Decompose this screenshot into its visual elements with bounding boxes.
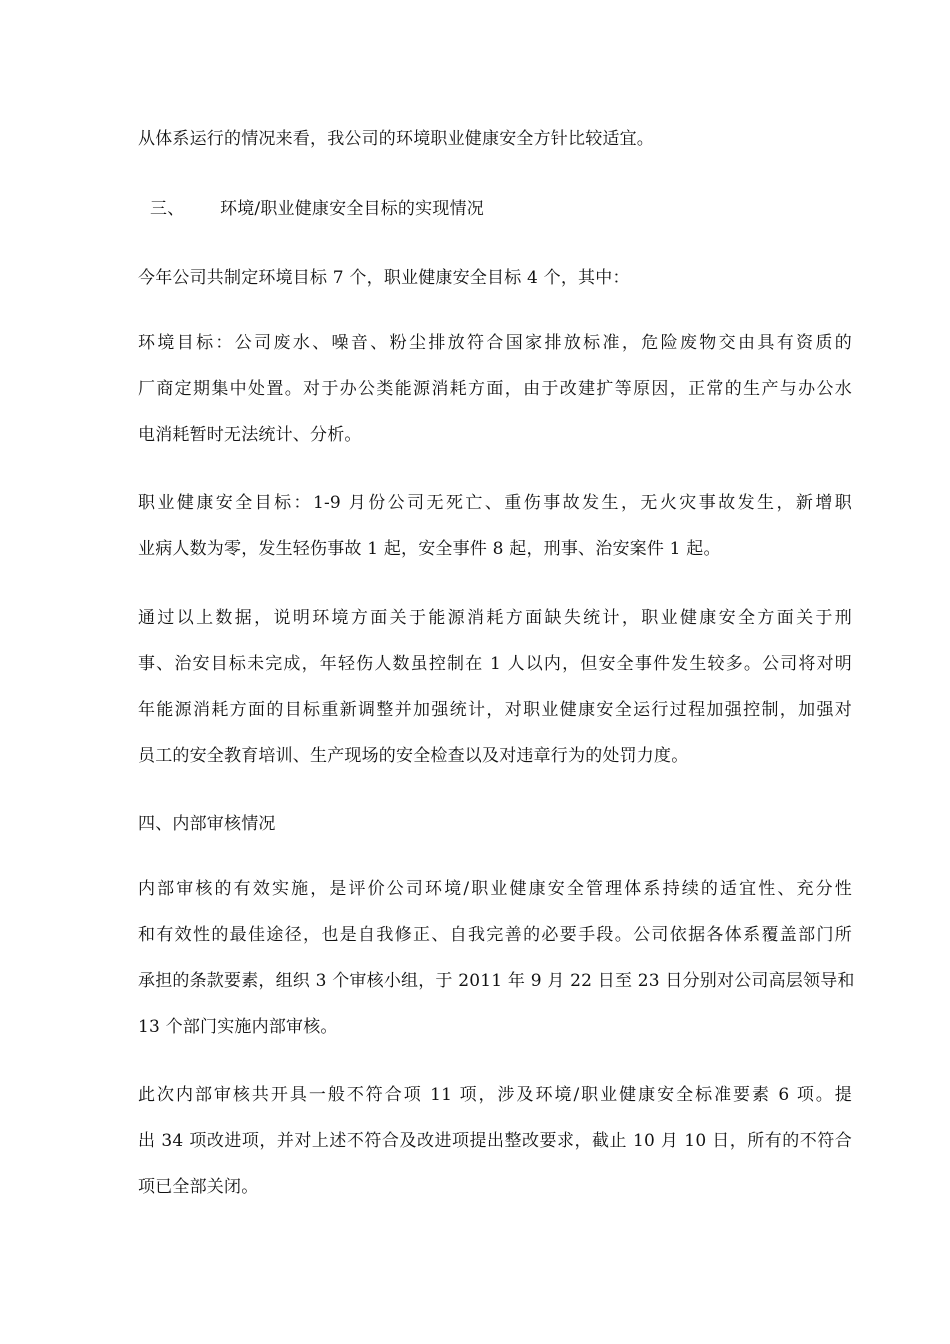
section-number: 三、 [150,199,185,219]
paragraph-targets-count [138,255,852,301]
text-line: 内部审核的有效实施，是评价公司环境/职业健康安全管理体系持续的适宜性、充分性 [138,879,852,899]
text-line: 年能源消耗方面的目标重新调整并加强统计，对职业健康安全运行过程加强控制，加强对 [138,700,852,720]
section-heading-4 [138,801,852,847]
text-line: 出 34 项改进项，并对上述不符合及改进项提出整改要求，截止 10 月 10 日，所有的不符合 [138,1131,852,1151]
text-line: 此次内部审核共开具一般不符合项 11 项，涉及环境/职业健康安全标准要素 6 项。提 [138,1085,852,1105]
text-line: 厂商定期集中处置。对于办公类能源消耗方面，由于改建扩等原因，正常的生产与办公水 [138,379,852,399]
text-line: 项已全部关闭。 [138,1177,259,1197]
text-line: 员工的安全教育培训、生产现场的安全检查以及对违章行为的处罚力度。 [138,746,689,766]
paragraph-policy-suitability [138,116,852,162]
paragraph-analysis [138,595,852,779]
paragraph-internal-audit [138,866,855,1050]
text-line: 电消耗暂时无法统计、分析。 [138,425,362,445]
section-heading-3 [138,186,852,232]
text-line: 承担的条款要素，组织 3 个审核小组，于 2011 年 9 月 22 日至 23 日分别对公司高层领导和 [138,971,855,991]
paragraph-environment-targets [138,320,852,458]
text-line: 业病人数为零，发生轻伤事故 1 起，安全事件 8 起，刑事、治安案件 1 起。 [138,539,721,559]
text-line: 从体系运行的情况来看，我公司的环境职业健康安全方针比较适宜。 [138,129,654,149]
text-line: 事、治安目标未完成，年轻伤人数虽控制在 1 人以内，但安全事件发生较多。公司将对明 [138,654,852,674]
text-line: 和有效性的最佳途径，也是自我修正、自我完善的必要手段。公司依据各体系覆盖部门所 [138,925,852,945]
paragraph-audit-results [138,1072,852,1210]
paragraph-ohs-targets [138,480,852,572]
section-title: 环境/职业健康安全目标的实现情况 [220,199,484,219]
text-line: 职业健康安全目标：1-9 月份公司无死亡、重伤事故发生，无火灾事故发生，新增职 [138,493,852,513]
section-title: 四、内部审核情况 [138,814,276,834]
text-line: 通过以上数据，说明环境方面关于能源消耗方面缺失统计，职业健康安全方面关于刑 [138,608,852,628]
text-line: 今年公司共制定环境目标 7 个，职业健康安全目标 4 个，其中： [138,268,630,288]
text-line: 13 个部门实施内部审核。 [138,1017,338,1037]
text-line: 环境目标：公司废水、噪音、粉尘排放符合国家排放标准，危险废物交由具有资质的 [138,333,852,353]
